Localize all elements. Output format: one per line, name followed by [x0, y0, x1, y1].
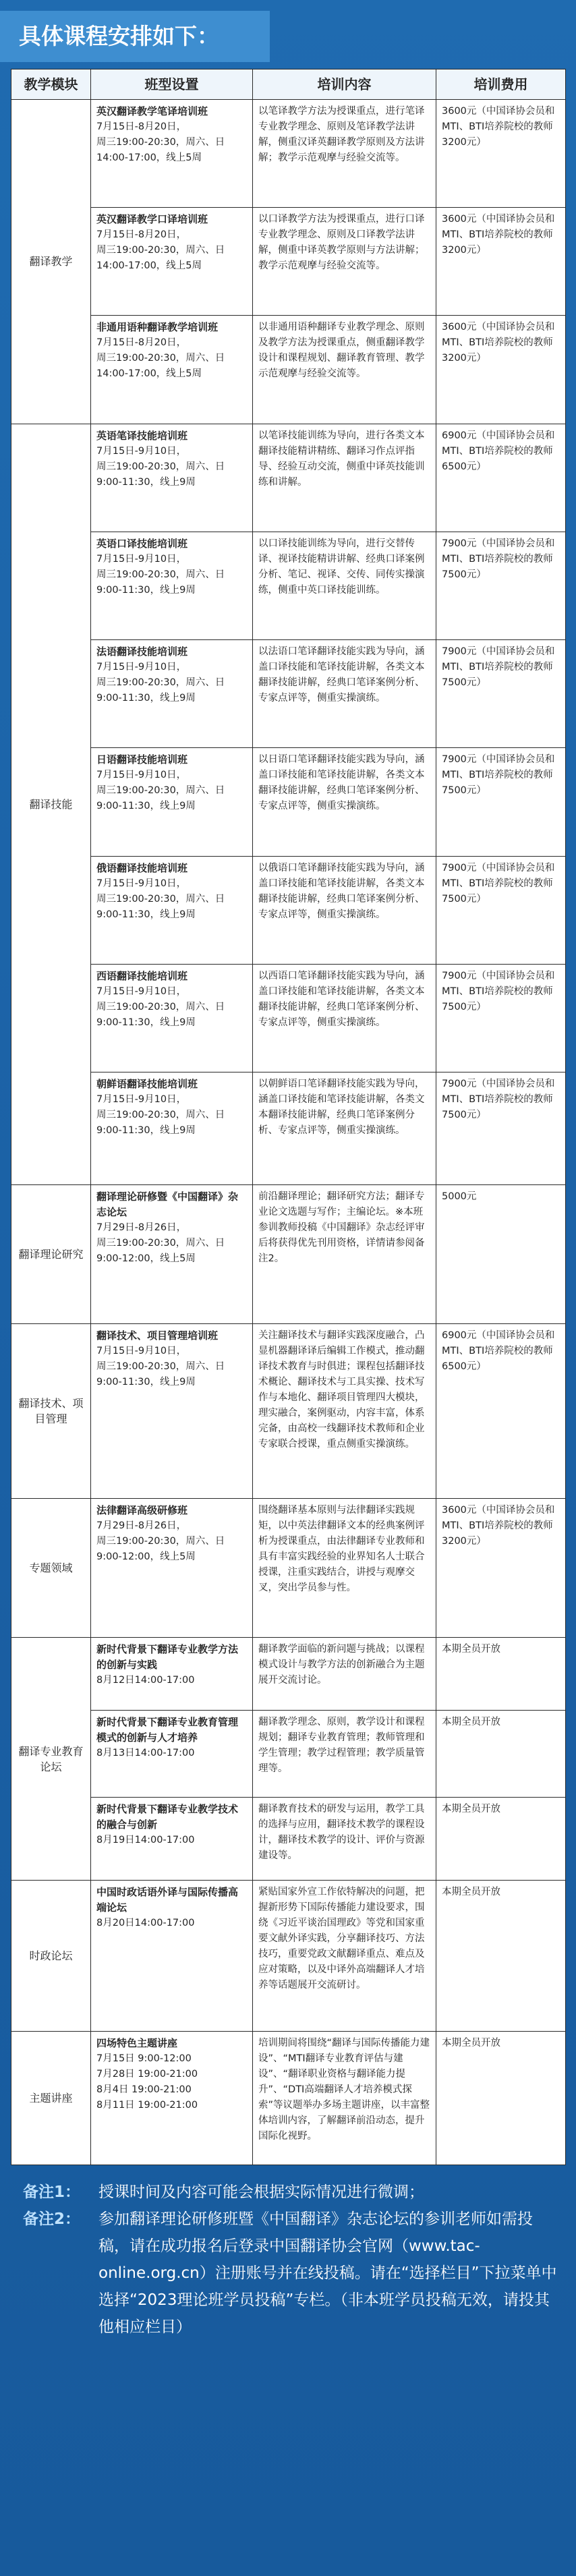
table-row	[11, 1798, 566, 1881]
table-body	[11, 100, 566, 2165]
class-name: 日语翻译技能培训班	[96, 753, 188, 766]
class-name: 法语翻译技能培训班	[96, 646, 188, 658]
class-schedule-line: 9:00-11:30，线上9周	[96, 1377, 196, 1388]
class-schedule-line: 8月11日 19:00-21:00	[96, 2100, 198, 2111]
content-cell: 培训期间将围绕“翻译与国际传播能力建设”、“MTI翻译专业教育评估与建设”、“翻译职业资格与翻译能力提升”、“DTI高端翻译人才培养模式探索”等议题举办多场主题讲座，以丰富整体培训内容，了解翻译前沿动态，提升国际化视野。	[253, 2032, 436, 2165]
fee-cell: 本期全员开放	[436, 1710, 566, 1798]
content-cell: 围绕翻译基本原则与法律翻译实践规矩，以中英法律翻译文本的经典案例评析为授课重点，由法律翻译专业教师和具有丰富实践经验的业界知名人士联合授课，注重实践结合，讲授与观摩交叉，突出学员参与性。	[253, 1499, 436, 1638]
fee-cell: 本期全员开放	[436, 2032, 566, 2165]
header-module: 教学模块	[11, 69, 91, 100]
class-schedule-line: 9:00-11:30，线上9周	[96, 584, 196, 596]
fee-cell: 6900元（中国译协会员和MTI、BTI培养院校的教师6500元）	[436, 424, 566, 532]
class-name: 非通用语种翻译教学培训班	[96, 321, 219, 334]
content-cell: 以日语口笔译翻译技能实践为导向，涵盖口译技能和笔译技能讲解，各类文本翻译技能讲解，经典口笔译案例分析、专家点评等，侧重实操演练。	[253, 748, 436, 856]
class-name: 四场特色主题讲座	[96, 2037, 178, 2050]
header-content: 培训内容	[253, 69, 436, 100]
class-name: 新时代背景下翻译专业教育管理模式的创新与人才培养	[96, 1715, 239, 1744]
class-schedule-line: 9:00-11:30，线上9周	[96, 909, 196, 920]
table-row	[11, 748, 566, 856]
section-title: 具体课程安排如下：	[0, 11, 270, 62]
module-cell: 翻译教学	[11, 100, 91, 424]
note-label: 备注1：	[23, 2183, 81, 2201]
content-cell: 翻译教学理念、原则，教学设计和课程规划；翻译专业教育管理；教师管理和学生管理；教学过程管理；教学质量管理等。	[253, 1710, 436, 1798]
class-schedule-line: 9:00-11:30，线上9周	[96, 693, 196, 704]
class-schedule-line: 8月4日 19:00-21:00	[96, 2084, 192, 2096]
header-fee: 培训费用	[436, 69, 566, 100]
table-row	[11, 316, 566, 424]
class-schedule-line: 14:00-17:00，线上5周	[96, 152, 202, 163]
header-class: 班型设置	[91, 69, 253, 100]
class-schedule-line: 7月15日-9月10日，	[96, 662, 187, 673]
class-name: 英语笔译技能培训班	[96, 429, 188, 442]
table-row	[11, 1072, 566, 1184]
table-row	[11, 1881, 566, 2032]
fee-cell: 本期全员开放	[436, 1881, 566, 2032]
module-cell: 翻译理论研究	[11, 1184, 91, 1323]
class-name: 法律翻译高级研修班	[96, 1504, 188, 1517]
class-schedule-line: 周三19:00-20:30，周六、日	[96, 893, 225, 905]
class-schedule-line: 7月29日-8月26日，	[96, 1520, 187, 1532]
module-cell: 翻译技能	[11, 424, 91, 1184]
class-cell	[91, 748, 253, 856]
class-cell	[91, 424, 253, 532]
class-name: 翻译技术、项目管理培训班	[96, 1329, 219, 1342]
class-schedule-line: 7月15日-9月10日，	[96, 445, 187, 457]
module-cell: 时政论坛	[11, 1881, 91, 2032]
table-row	[11, 640, 566, 748]
table-row	[11, 856, 566, 964]
content-cell: 以笔译技能训练为导向，进行各类文本翻译技能精讲精练、翻译习作点评指导、经验互动交流，侧重中译英技能训练和讲解。	[253, 424, 436, 532]
class-schedule-line: 9:00-11:30，线上9周	[96, 801, 196, 812]
table-row	[11, 532, 566, 639]
class-name: 英汉翻译教学口译培训班	[96, 213, 208, 226]
fee-cell: 3600元（中国译协会员和MTI、BTI培养院校的教师3200元）	[436, 100, 566, 208]
class-schedule-line: 周三19:00-20:30，周六、日	[96, 1536, 225, 1547]
course-schedule-table-wrapper	[11, 69, 565, 2165]
class-cell	[91, 1324, 253, 1499]
fee-cell: 7900元（中国译协会员和MTI、BTI培养院校的教师7500元）	[436, 1072, 566, 1184]
class-schedule-line: 8月20日14:00-17:00	[96, 1918, 195, 1929]
class-schedule-line: 周三19:00-20:30，周六、日	[96, 137, 225, 148]
class-cell	[91, 1184, 253, 1323]
class-schedule-line: 7月15日 9:00-12:00	[96, 2053, 192, 2065]
table-row	[11, 1499, 566, 1638]
notes	[23, 2179, 563, 2341]
table-row	[11, 1184, 566, 1323]
class-schedule-line: 7月15日-9月10日，	[96, 553, 187, 565]
class-cell	[91, 208, 253, 316]
fee-cell: 6900元（中国译协会员和MTI、BTI培养院校的教师6500元）	[436, 1324, 566, 1499]
class-schedule-line: 7月15日-9月10日，	[96, 770, 187, 781]
content-cell: 以俄语口笔译翻译技能实践为导向，涵盖口译技能和笔译技能讲解，各类文本翻译技能讲解，经典口笔译案例分析、专家点评等，侧重实操演练。	[253, 856, 436, 964]
class-name: 新时代背景下翻译专业教学技术的融合与创新	[96, 1803, 239, 1831]
class-schedule-line: 7月15日-9月10日，	[96, 878, 187, 889]
fee-cell: 7900元（中国译协会员和MTI、BTI培养院校的教师7500元）	[436, 964, 566, 1072]
class-schedule-line: 9:00-11:30，线上9周	[96, 476, 196, 488]
class-schedule-line: 9:00-11:30，线上9周	[96, 1124, 196, 1136]
class-schedule-line: 7月15日-8月20日，	[96, 229, 187, 241]
note-label: 备注2：	[23, 2210, 81, 2228]
content-cell: 以朝鲜语口笔译翻译技能实践为导向，涵盖口译技能和笔译技能讲解，各类文本翻译技能讲解，经典口笔译案例分析、专家点评等，侧重实操演练。	[253, 1072, 436, 1184]
content-cell: 关注翻译技术与翻译实践深度融合，凸显机器翻译译后编辑工作模式，推动翻译技术教育与时俱进；课程包括翻译技术概论、翻译技术与工具实操、技术写作与本地化、翻译项目管理四大模块，理实融合，案例驱动，内容丰富，体系完备，由高校一线翻译技术教师和企业专家联合授课，重点侧重实操演练。	[253, 1324, 436, 1499]
course-schedule-table	[11, 69, 566, 2165]
class-name: 中国时政话语外译与国际传播高端论坛	[96, 1886, 239, 1914]
class-schedule-line: 14:00-17:00，线上5周	[96, 368, 202, 380]
class-name: 朝鲜语翻译技能培训班	[96, 1077, 198, 1090]
fee-cell: 7900元（中国译协会员和MTI、BTI培养院校的教师7500元）	[436, 748, 566, 856]
class-cell	[91, 100, 253, 208]
class-schedule-line: 周三19:00-20:30，周六、日	[96, 1361, 225, 1373]
note-1	[23, 2179, 563, 2206]
table-row	[11, 424, 566, 532]
class-name: 新时代背景下翻译专业教学方法的创新与实践	[96, 1643, 239, 1671]
class-schedule-line: 周三19:00-20:30，周六、日	[96, 1001, 225, 1012]
class-schedule-line: 周三19:00-20:30，周六、日	[96, 677, 225, 689]
class-schedule-line: 7月29日-8月26日，	[96, 1222, 187, 1233]
fee-cell: 7900元（中国译协会员和MTI、BTI培养院校的教师7500元）	[436, 856, 566, 964]
table-row	[11, 964, 566, 1072]
table-row	[11, 2032, 566, 2165]
class-cell	[91, 640, 253, 748]
class-schedule-line: 9:00-12:00，线上5周	[96, 1253, 196, 1264]
class-name: 西语翻译技能培训班	[96, 969, 188, 982]
class-name: 英语口译技能培训班	[96, 537, 188, 550]
content-cell: 翻译教学面临的新问题与挑战；以课程模式设计与教学方法的创新融合为主题展开交流讨论。	[253, 1638, 436, 1711]
class-schedule-line: 周三19:00-20:30，周六、日	[96, 353, 225, 364]
class-name: 俄语翻译技能培训班	[96, 861, 188, 874]
content-cell: 以口译技能训练为导向，进行交替传译、视译技能精讲讲解、经典口译案例分析、笔记、视译、交传、同传实操演练，侧重中英口译技能训练。	[253, 532, 436, 639]
class-schedule-line: 7月15日-8月20日，	[96, 121, 187, 132]
class-schedule-line: 7月15日-9月10日，	[96, 985, 187, 997]
class-schedule-line: 周三19:00-20:30，周六、日	[96, 1237, 225, 1249]
fee-cell: 3600元（中国译协会员和MTI、BTI培养院校的教师3200元）	[436, 1499, 566, 1638]
content-cell: 以法语口笔译翻译技能实践为导向，涵盖口译技能和笔译技能讲解，各类文本翻译技能讲解，经典口笔译案例分析、专家点评等，侧重实操演练。	[253, 640, 436, 748]
class-schedule-line: 7月15日-9月10日，	[96, 1346, 187, 1357]
class-schedule-line: 14:00-17:00，线上5周	[96, 260, 202, 272]
class-cell	[91, 532, 253, 639]
table-row	[11, 1710, 566, 1798]
class-schedule-line: 7月15日-8月20日，	[96, 337, 187, 349]
class-schedule-line: 7月15日-9月10日，	[96, 1093, 187, 1105]
content-cell: 紧贴国家外宣工作依特解决的问题，把握新形势下国际传播能力建设要求，围绕《习近平谈治国理政》等党和国家重要文献外译实践，分享翻译技巧、方法技巧，重要党政文献翻译重点、难点及应对策略，以及中译外高端翻译人才培养等话题展开交流研讨。	[253, 1881, 436, 2032]
table-row	[11, 100, 566, 208]
class-schedule-line: 8月19日14:00-17:00	[96, 1835, 195, 1846]
fee-cell: 3600元（中国译协会员和MTI、BTI培养院校的教师3200元）	[436, 316, 566, 424]
class-schedule-line: 8月13日14:00-17:00	[96, 1747, 195, 1758]
class-cell	[91, 856, 253, 964]
content-cell: 以笔译教学方法为授课重点，进行笔译专业教学理念、原则及笔译教学法讲解，侧重汉译英翻译教学原则及方法讲解；教学示范观摩与经验交流等。	[253, 100, 436, 208]
class-cell	[91, 316, 253, 424]
content-cell: 前沿翻译理论；翻译研究方法；翻译专业论文选题与写作；主编论坛。※本班参训教师投稿《中国翻译》杂志经评审后将获得优先刊用资格，详情请参阅备注2。	[253, 1184, 436, 1323]
module-cell: 主题讲座	[11, 2032, 91, 2165]
fee-cell: 本期全员开放	[436, 1638, 566, 1711]
note-2	[23, 2206, 563, 2341]
table-row	[11, 1638, 566, 1711]
content-cell: 翻译教育技术的研发与运用，教学工具的选择与应用，翻译技术教学的课程设计，翻译技术教学的设计、评价与资源建设等。	[253, 1798, 436, 1881]
table-row	[11, 208, 566, 316]
module-cell: 专题领域	[11, 1499, 91, 1638]
class-cell	[91, 1710, 253, 1798]
fee-cell: 本期全员开放	[436, 1798, 566, 1881]
class-cell	[91, 1638, 253, 1711]
content-cell: 以口译教学方法为授课重点，进行口译专业教学理念、原则及口译教学法讲解，侧重中译英教学原则与方法讲解；教学示范观摩与经验交流等。	[253, 208, 436, 316]
note-text: 参加翻译理论研修班暨《中国翻译》杂志论坛的参训老师如需投稿，请在成功报名后登录中国翻译协会官网（www.tac-online.org.cn）注册账号并在线投稿。请在“选择栏目”下拉菜单中选择“2023理论班学员投稿”专栏。（非本班学员投稿无效，请投其他相应栏目）	[98, 2210, 557, 2336]
class-schedule-line: 周三19:00-20:30，周六、日	[96, 245, 225, 256]
class-name: 英汉翻译教学笔译培训班	[96, 105, 208, 117]
class-cell	[91, 964, 253, 1072]
class-schedule-line: 8月12日14:00-17:00	[96, 1675, 195, 1686]
class-schedule-line: 周三19:00-20:30，周六、日	[96, 461, 225, 472]
fee-cell: 3600元（中国译协会员和MTI、BTI培养院校的教师3200元）	[436, 208, 566, 316]
content-cell: 以西语口笔译翻译技能实践为导向，涵盖口译技能和笔译技能讲解，各类文本翻译技能讲解，经典口笔译案例分析、专家点评等，侧重实操演练。	[253, 964, 436, 1072]
class-schedule-line: 9:00-11:30，线上9周	[96, 1017, 196, 1028]
class-cell	[91, 1881, 253, 2032]
class-cell	[91, 1499, 253, 1638]
class-schedule-line: 周三19:00-20:30，周六、日	[96, 785, 225, 797]
module-cell: 翻译技术、项目管理	[11, 1324, 91, 1499]
class-schedule-line: 7月28日 19:00-21:00	[96, 2069, 198, 2080]
module-cell: 翻译专业教育论坛	[11, 1638, 91, 1881]
class-cell	[91, 2032, 253, 2165]
fee-cell: 5000元	[436, 1184, 566, 1323]
fee-cell: 7900元（中国译协会员和MTI、BTI培养院校的教师7500元）	[436, 532, 566, 639]
class-schedule-line: 周三19:00-20:30，周六、日	[96, 569, 225, 580]
class-schedule-line: 周三19:00-20:30，周六、日	[96, 1109, 225, 1120]
note-text: 授课时间及内容可能会根据实际情况进行微调；	[98, 2183, 424, 2201]
class-name: 翻译理论研修暨《中国翻译》杂志论坛	[96, 1190, 239, 1218]
fee-cell: 7900元（中国译协会员和MTI、BTI培养院校的教师7500元）	[436, 640, 566, 748]
class-schedule-line: 9:00-12:00，线上5周	[96, 1551, 196, 1563]
content-cell: 以非通用语种翻译专业教学理念、原则及教学方法为授课重点，侧重翻译教学设计和课程规划、翻译教育管理、教学示范观摩与经验交流等。	[253, 316, 436, 424]
table-header-row	[11, 69, 566, 100]
class-cell	[91, 1072, 253, 1184]
class-cell	[91, 1798, 253, 1881]
table-row	[11, 1324, 566, 1499]
